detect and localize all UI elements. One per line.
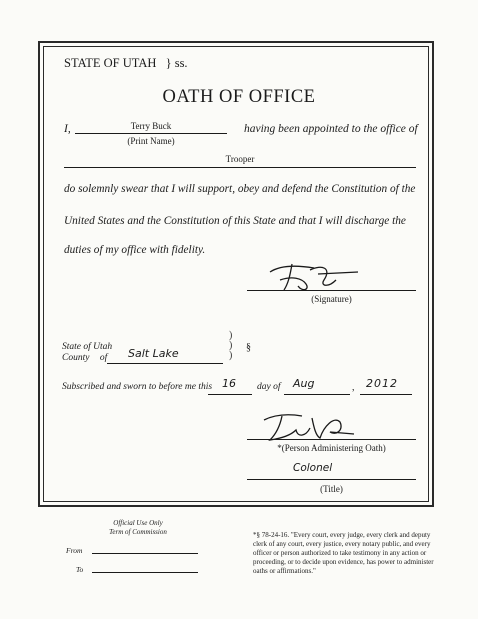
from-label: From [66,546,83,555]
subscribed-text: Subscribed and sworn to before me this [62,382,213,392]
statute-text: *§ 78-24-16. "Every court, every judge, every clerk and deputy clerk of any court, every justice, every notary public, and every officer or person authorized to take testimony in any action or proceeding, or to decide upon evidence, has power to administer oaths or affirmations." [253,531,434,575]
administrator-signature-image [262,408,362,442]
appointed-text: having been appointed to the office of [244,123,418,135]
state-label: STATE OF UTAH [64,56,157,70]
day-underline [208,394,252,395]
day-value: 16 [222,377,236,390]
signature-underline [247,290,416,291]
title-value: Colonel [293,462,333,474]
i-label: I, [64,123,71,135]
month-value: Aug [293,377,315,390]
administrator-label: *(Person Administering Oath) [277,443,386,453]
appointee-name: Terry Buck [130,121,172,131]
term-label: Term of Commission [109,528,167,536]
oath-line-1: do solemnly swear that I will support, obey and defend the Constitution of the [64,183,416,195]
oath-line-2: United States and the Constitution of this State and that I will discharge the [64,215,406,227]
year-underline [360,394,412,395]
ss-label: } ss. [165,56,188,70]
name-underline [75,133,227,134]
from-underline [92,553,198,554]
title-underline [247,479,416,480]
to-label: To [76,565,84,574]
office-underline [64,167,416,168]
venue-county-label [62,353,107,363]
title-label: (Title) [320,484,343,494]
county-of-label: of [99,353,108,363]
oath-line-3: duties of my office with fidelity. [64,244,206,256]
venue-brackets: ) ) ) [229,330,233,361]
day-of-label: day of [257,382,281,392]
page-title: OATH OF OFFICE [162,87,316,107]
signature-image [262,258,372,294]
county-underline [107,363,223,364]
section-mark: § [246,342,251,353]
state-heading [64,56,188,71]
print-name-label: (Print Name) [127,136,175,146]
year-comma: , [352,382,355,393]
document-border [38,41,434,507]
office-value: Trooper [225,154,255,164]
year-value: 2012 [366,377,398,390]
signature-label: (Signature) [311,294,352,304]
to-underline [92,572,198,573]
month-underline [284,394,350,395]
administrator-underline [247,439,416,440]
county-label: County [62,353,90,363]
venue-state-label: State of Utah [62,342,113,352]
county-value: Salt Lake [128,347,179,360]
official-use-label: Official Use Only [113,519,163,527]
